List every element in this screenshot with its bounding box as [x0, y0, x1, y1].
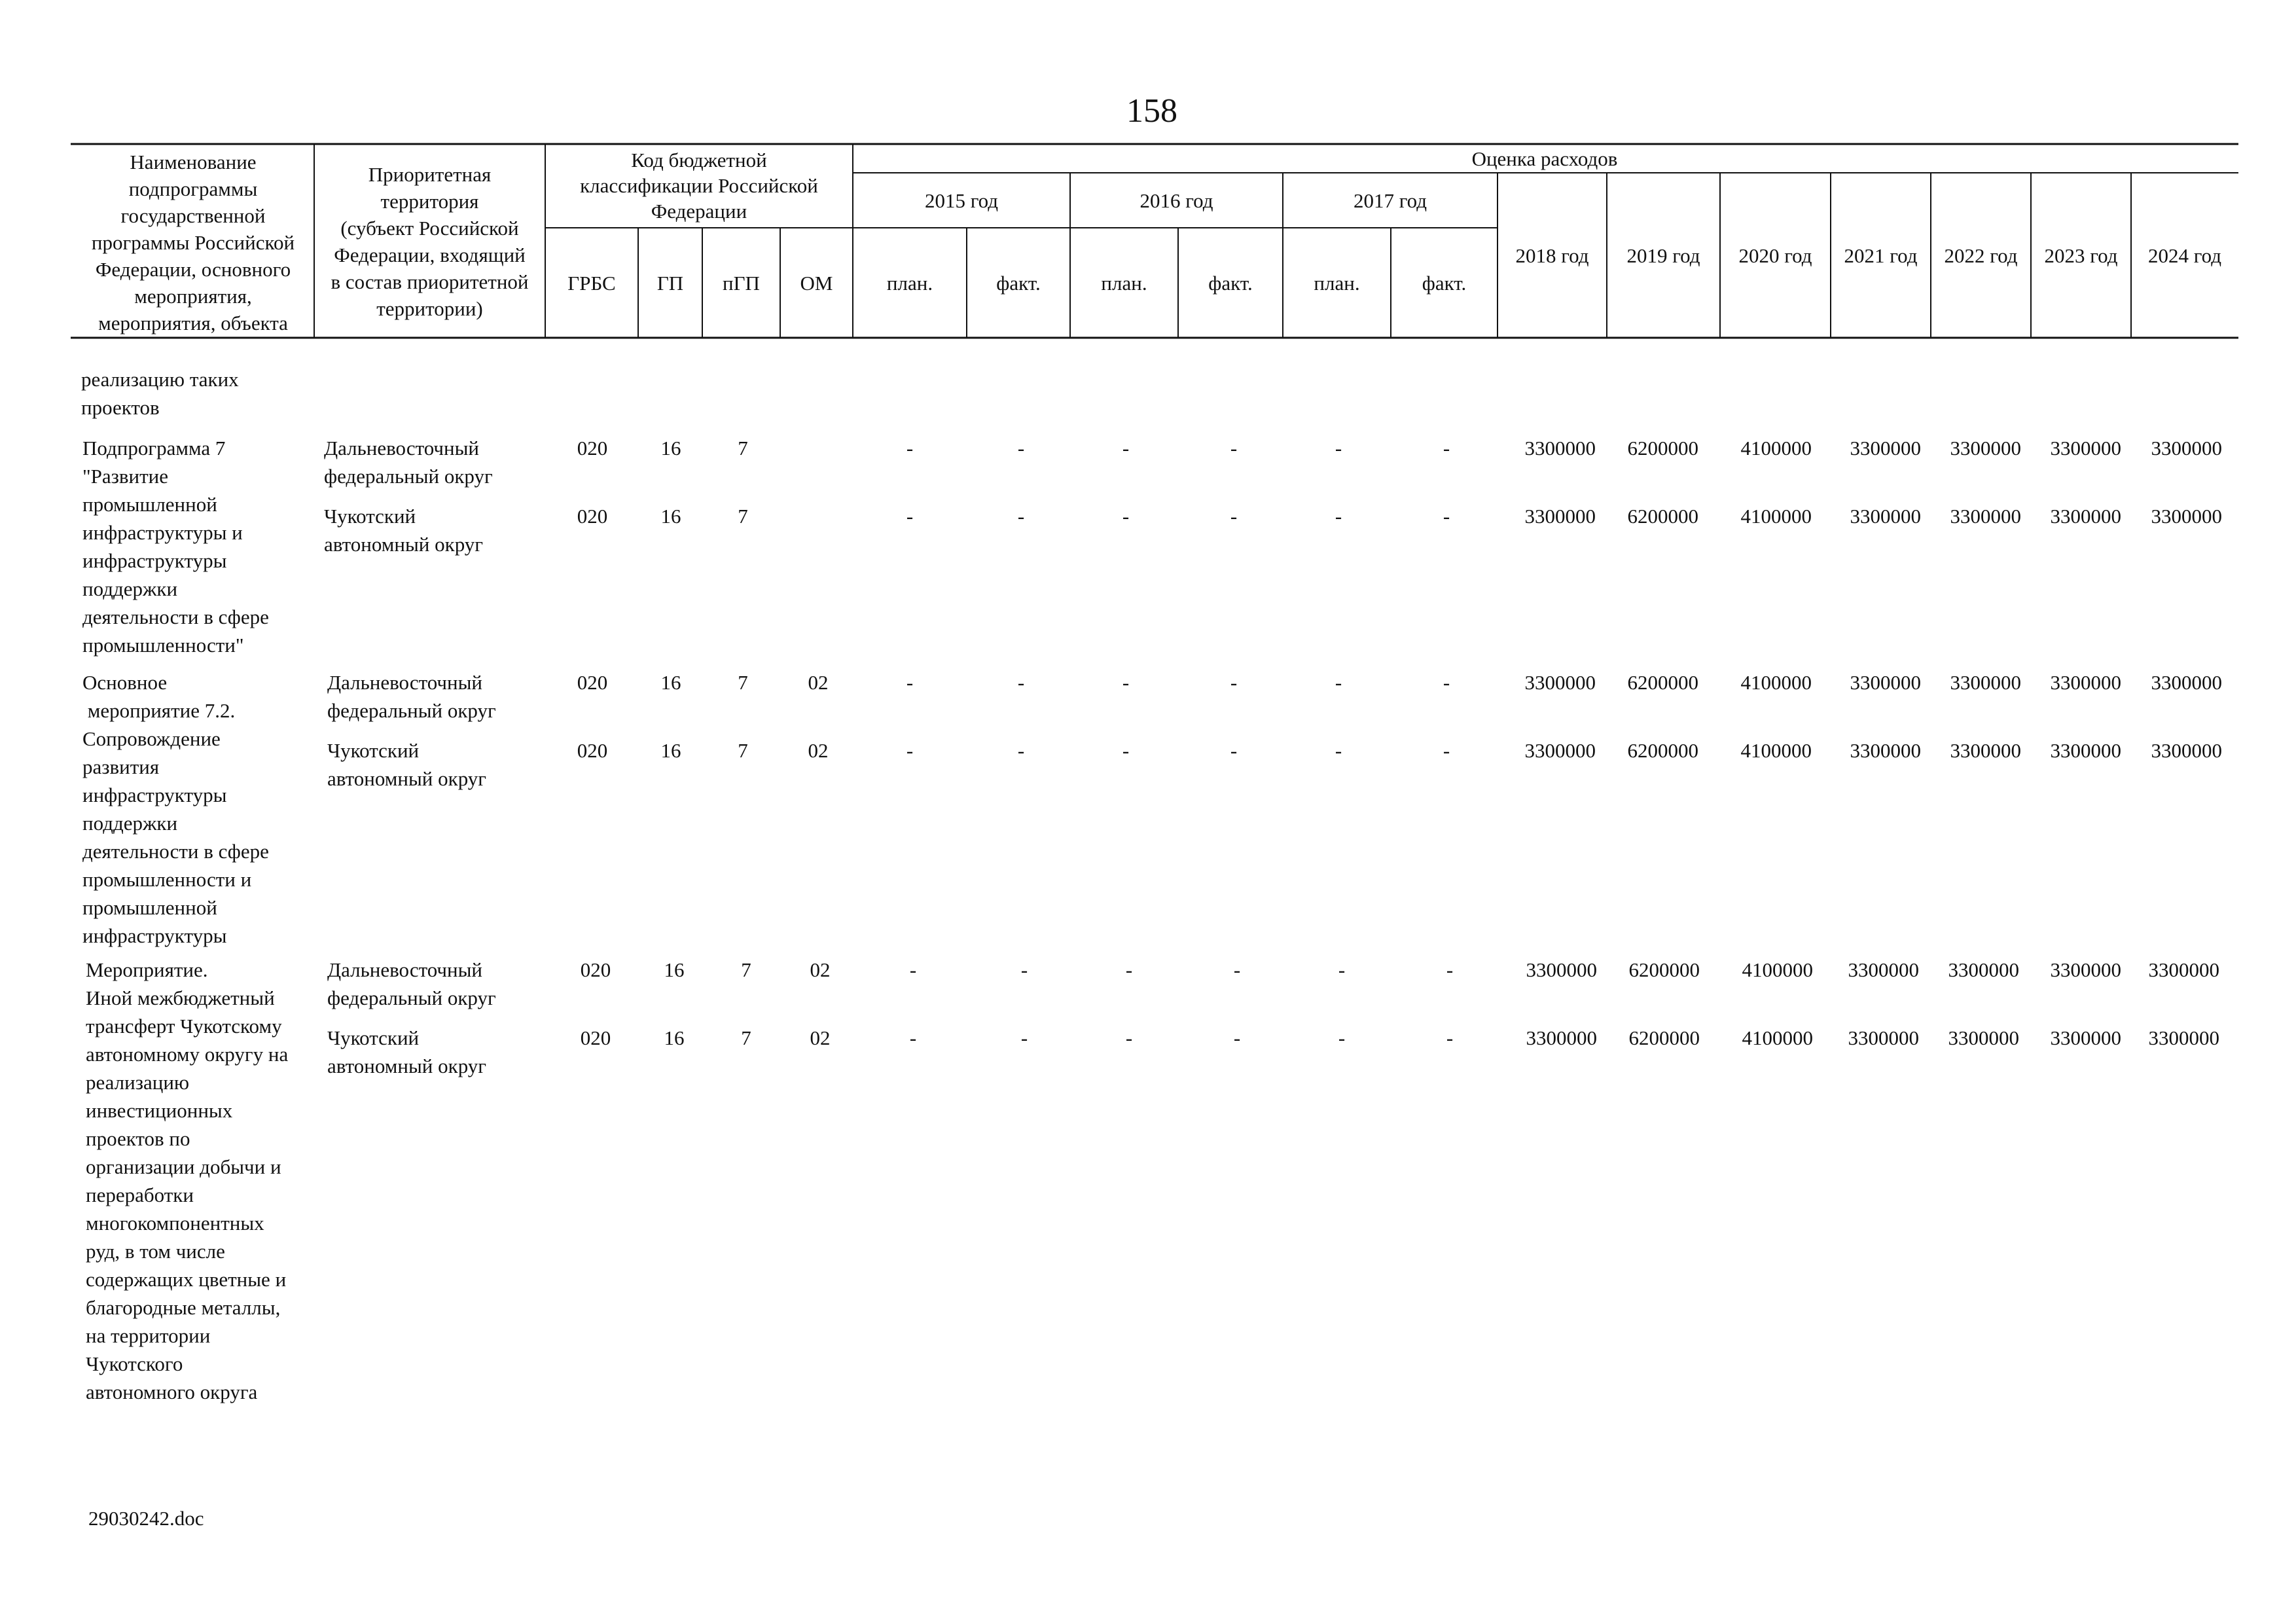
- cell-value-2021: 3300000: [1850, 505, 1921, 528]
- cell-value-2022: 3300000: [1950, 505, 2021, 528]
- cell-plan-2017: -: [1335, 671, 1342, 694]
- header-line: Федерации, входящий: [334, 244, 526, 266]
- cell-pgp: 7: [741, 1026, 751, 1049]
- cell-value-2022: 3300000: [1950, 437, 2021, 460]
- text-line: промышленной: [82, 493, 217, 516]
- cell-grbs: 020: [577, 739, 608, 762]
- cell-value-2018: 3300000: [1526, 958, 1597, 981]
- cell-value-2019: 6200000: [1628, 958, 1700, 981]
- cell-value-2019: 6200000: [1628, 1026, 1700, 1049]
- cell-grbs: 020: [580, 958, 611, 981]
- text-line: руд, в том числе: [86, 1240, 225, 1263]
- header-year-2015: 2015 год: [924, 189, 999, 212]
- cell-value-2023: 3300000: [2050, 739, 2121, 762]
- cell-plan-2015: -: [909, 1026, 917, 1049]
- text-line: Дальневосточный: [324, 437, 480, 460]
- header-expenses-group: Оценка расходов: [1471, 147, 1618, 170]
- header-year-2018: 2018 год: [1515, 244, 1589, 267]
- cell-value-2020: 4100000: [1740, 505, 1812, 528]
- text-line: инфраструктуры: [82, 924, 227, 947]
- cell-grbs: 020: [577, 437, 608, 460]
- cell-grbs: 020: [580, 1026, 611, 1049]
- cell-value-2018: 3300000: [1524, 505, 1596, 528]
- cell-fact-2017: -: [1443, 437, 1450, 460]
- header-pgp: пГП: [723, 272, 760, 295]
- cell-plan-2015: -: [906, 437, 914, 460]
- cell-value-2019: 6200000: [1627, 739, 1698, 762]
- cell-gp: 16: [664, 1026, 685, 1049]
- cell-pgp: 7: [738, 437, 748, 460]
- header-fact: факт.: [1208, 272, 1253, 295]
- cell-om: 02: [808, 739, 829, 762]
- cell-fact-2017: -: [1443, 505, 1450, 528]
- cell-gp: 16: [664, 958, 685, 981]
- header-line: Федерации: [651, 200, 747, 223]
- cell-plan-2017: -: [1338, 1026, 1346, 1049]
- header-om: ОМ: [800, 272, 833, 295]
- cell-value-2019: 6200000: [1627, 505, 1698, 528]
- cell-fact-2015: -: [1017, 505, 1025, 528]
- header-line: территория: [380, 190, 479, 213]
- cell-plan-2016: -: [1125, 958, 1133, 981]
- text-line: автономный округ: [327, 1055, 487, 1077]
- text-line: инвестиционных: [86, 1099, 233, 1122]
- text-line: федеральный округ: [327, 986, 496, 1009]
- text-line: Сопровождение: [82, 727, 221, 750]
- cell-value-2018: 3300000: [1524, 671, 1596, 694]
- text-line: Основное: [82, 671, 168, 694]
- cell-gp: 16: [660, 437, 681, 460]
- page-number: 158: [1126, 92, 1177, 130]
- header-line: (субъект Российской: [340, 217, 519, 240]
- text-line: Дальневосточный: [327, 671, 483, 694]
- text-line: поддержки: [82, 812, 178, 835]
- header-line: классификации Российской: [580, 174, 818, 197]
- text-line: Иной межбюджетный: [86, 986, 275, 1009]
- cell-om: 02: [808, 671, 829, 694]
- cell-plan-2015: -: [906, 671, 914, 694]
- text-line: деятельности в сфере: [82, 605, 269, 628]
- cell-value-2018: 3300000: [1524, 739, 1596, 762]
- cell-value-2024: 3300000: [2151, 739, 2222, 762]
- cell-value-2022: 3300000: [1948, 958, 2019, 981]
- header-year-2017: 2017 год: [1353, 189, 1427, 212]
- text-line: автономный округ: [324, 533, 484, 556]
- text-line: промышленности и: [82, 868, 252, 891]
- continuation-text: [81, 365, 239, 422]
- cell-gp: 16: [660, 739, 681, 762]
- cell-fact-2016: -: [1230, 739, 1238, 762]
- header-line: Приоритетная: [368, 163, 492, 186]
- text-line: Дальневосточный: [327, 958, 483, 981]
- cell-value-2022: 3300000: [1950, 671, 2021, 694]
- cell-pgp: 7: [738, 671, 748, 694]
- text-line: переработки: [86, 1183, 194, 1206]
- cell-value-2021: 3300000: [1850, 437, 1921, 460]
- header-fact: факт.: [1422, 272, 1467, 295]
- text-line: на территории: [86, 1324, 211, 1347]
- text-line: Чукотский: [327, 739, 420, 762]
- cell-value-2023: 3300000: [2050, 505, 2121, 528]
- text-line: реализацию: [86, 1071, 190, 1094]
- header-line: мероприятия,: [134, 285, 252, 308]
- header-line: Код бюджетной: [631, 149, 767, 171]
- header-line: территории): [376, 297, 483, 320]
- text-line: инфраструктуры и: [82, 521, 243, 544]
- cell-value-2023: 3300000: [2050, 1026, 2121, 1049]
- cell-plan-2015: -: [906, 505, 914, 528]
- cell-plan-2015: -: [906, 739, 914, 762]
- cell-grbs: 020: [577, 505, 608, 528]
- cell-value-2023: 3300000: [2050, 437, 2121, 460]
- cell-om: 02: [810, 958, 831, 981]
- text-line: организации добычи и: [86, 1155, 281, 1178]
- block-2-name: [82, 668, 269, 950]
- header-year-2024: 2024 год: [2147, 244, 2222, 267]
- cell-value-2018: 3300000: [1524, 437, 1596, 460]
- text-line: Чукотского: [86, 1352, 183, 1375]
- cell-plan-2017: -: [1335, 437, 1342, 460]
- block-1-name: [82, 434, 269, 659]
- header-year-2016: 2016 год: [1139, 189, 1213, 212]
- text-line: Мероприятие.: [86, 958, 208, 981]
- text-line: промышленности": [82, 634, 244, 657]
- cell-plan-2017: -: [1335, 505, 1342, 528]
- header-grbs: ГРБС: [567, 272, 616, 295]
- cell-fact-2016: -: [1230, 505, 1238, 528]
- cell-plan-2016: -: [1122, 739, 1130, 762]
- header-line: в состав приоритетной: [331, 270, 529, 293]
- header-plan: план.: [886, 272, 933, 295]
- table-row-territory: [327, 956, 496, 1012]
- cell-fact-2016: -: [1233, 1026, 1241, 1049]
- cell-value-2024: 3300000: [2148, 1026, 2219, 1049]
- text-line: содержащих цветные и: [86, 1268, 287, 1291]
- text-line: деятельности в сфере: [82, 840, 269, 863]
- header-fact: факт.: [996, 272, 1041, 295]
- table-row-territory: [327, 668, 496, 725]
- cell-fact-2017: -: [1443, 671, 1450, 694]
- cell-value-2019: 6200000: [1627, 671, 1698, 694]
- cell-value-2020: 4100000: [1742, 958, 1813, 981]
- cell-gp: 16: [660, 671, 681, 694]
- cell-fact-2016: -: [1233, 958, 1241, 981]
- header-line: Федерации, основного: [95, 258, 291, 281]
- header-gp: ГП: [656, 272, 684, 295]
- cell-value-2022: 3300000: [1950, 739, 2021, 762]
- text-line: автономному округу на: [86, 1043, 289, 1066]
- cell-fact-2015: -: [1020, 958, 1028, 981]
- cell-value-2019: 6200000: [1627, 437, 1698, 460]
- cell-fact-2017: -: [1446, 1026, 1454, 1049]
- cell-fact-2016: -: [1230, 437, 1238, 460]
- table-row-territory: [327, 736, 486, 793]
- header-year-2021: 2021 год: [1844, 244, 1918, 267]
- text-line: автономного округа: [86, 1380, 258, 1403]
- text-line: проектов по: [86, 1127, 190, 1150]
- header-plan: план.: [1101, 272, 1147, 295]
- header-line: подпрограммы: [128, 177, 258, 200]
- text-line: многокомпонентных: [86, 1212, 264, 1235]
- text-line: федеральный округ: [327, 699, 496, 722]
- cell-plan-2016: -: [1122, 505, 1130, 528]
- cell-grbs: 020: [577, 671, 608, 694]
- header-year-2019: 2019 год: [1626, 244, 1700, 267]
- header-line: Наименование: [130, 151, 257, 173]
- cell-value-2020: 4100000: [1740, 671, 1812, 694]
- block-3-name: [86, 956, 288, 1406]
- cell-value-2021: 3300000: [1850, 739, 1921, 762]
- text-line: благородные металлы,: [86, 1296, 281, 1319]
- text-line: автономный округ: [327, 767, 487, 790]
- cell-value-2021: 3300000: [1848, 958, 1919, 981]
- text-line: Чукотский: [324, 505, 416, 528]
- header-territory-column: [315, 161, 544, 322]
- table-row-territory: [324, 434, 493, 490]
- cell-plan-2017: -: [1335, 739, 1342, 762]
- header-year-2020: 2020 год: [1738, 244, 1812, 267]
- header-year-2023: 2023 год: [2044, 244, 2118, 267]
- cell-value-2020: 4100000: [1740, 739, 1812, 762]
- document-footer: 29030242.doc: [88, 1507, 204, 1530]
- cell-plan-2016: -: [1122, 671, 1130, 694]
- header-year-2022: 2022 год: [1944, 244, 2018, 267]
- text-line: федеральный округ: [324, 465, 493, 488]
- cell-plan-2016: -: [1122, 437, 1130, 460]
- cell-pgp: 7: [741, 958, 751, 981]
- header-line: программы Российской: [91, 231, 295, 254]
- text-line: "Развитие: [82, 465, 169, 488]
- cell-value-2021: 3300000: [1848, 1026, 1919, 1049]
- text-line: развития: [82, 755, 160, 778]
- cell-plan-2017: -: [1338, 958, 1346, 981]
- header-plan: план.: [1314, 272, 1360, 295]
- cell-gp: 16: [660, 505, 681, 528]
- cell-value-2020: 4100000: [1740, 437, 1812, 460]
- cell-plan-2016: -: [1125, 1026, 1133, 1049]
- header-name-column: [73, 149, 313, 336]
- cell-value-2024: 3300000: [2151, 437, 2222, 460]
- cell-value-2024: 3300000: [2151, 671, 2222, 694]
- cell-value-2024: 3300000: [2151, 505, 2222, 528]
- cell-fact-2017: -: [1443, 739, 1450, 762]
- table-row-territory: [327, 1024, 486, 1080]
- text-line: трансферт Чукотскому: [86, 1015, 282, 1038]
- cell-plan-2015: -: [909, 958, 917, 981]
- header-code-group: [547, 147, 852, 224]
- text-line: инфраструктуры: [82, 784, 227, 806]
- cell-value-2023: 3300000: [2050, 671, 2121, 694]
- cell-value-2020: 4100000: [1742, 1026, 1813, 1049]
- text-line: реализацию таких: [81, 368, 239, 391]
- text-line: проектов: [81, 396, 160, 419]
- text-line: поддержки: [82, 577, 178, 600]
- cell-fact-2015: -: [1017, 671, 1025, 694]
- cell-pgp: 7: [738, 739, 748, 762]
- cell-fact-2015: -: [1020, 1026, 1028, 1049]
- text-line: промышленной: [82, 896, 217, 919]
- cell-fact-2016: -: [1230, 671, 1238, 694]
- cell-value-2024: 3300000: [2148, 958, 2219, 981]
- text-line: инфраструктуры: [82, 549, 227, 572]
- table-row-territory: [324, 502, 483, 558]
- cell-value-2018: 3300000: [1526, 1026, 1597, 1049]
- cell-value-2021: 3300000: [1850, 671, 1921, 694]
- cell-value-2023: 3300000: [2050, 958, 2121, 981]
- text-line: Подпрограмма 7: [82, 437, 226, 460]
- cell-om: 02: [810, 1026, 831, 1049]
- cell-value-2022: 3300000: [1948, 1026, 2019, 1049]
- cell-fact-2017: -: [1446, 958, 1454, 981]
- text-line: Чукотский: [327, 1026, 420, 1049]
- cell-pgp: 7: [738, 505, 748, 528]
- header-line: государственной: [120, 204, 266, 227]
- header-line: мероприятия, объекта: [98, 312, 288, 334]
- cell-fact-2015: -: [1017, 739, 1025, 762]
- text-line: мероприятие 7.2.: [82, 699, 236, 722]
- cell-fact-2015: -: [1017, 437, 1025, 460]
